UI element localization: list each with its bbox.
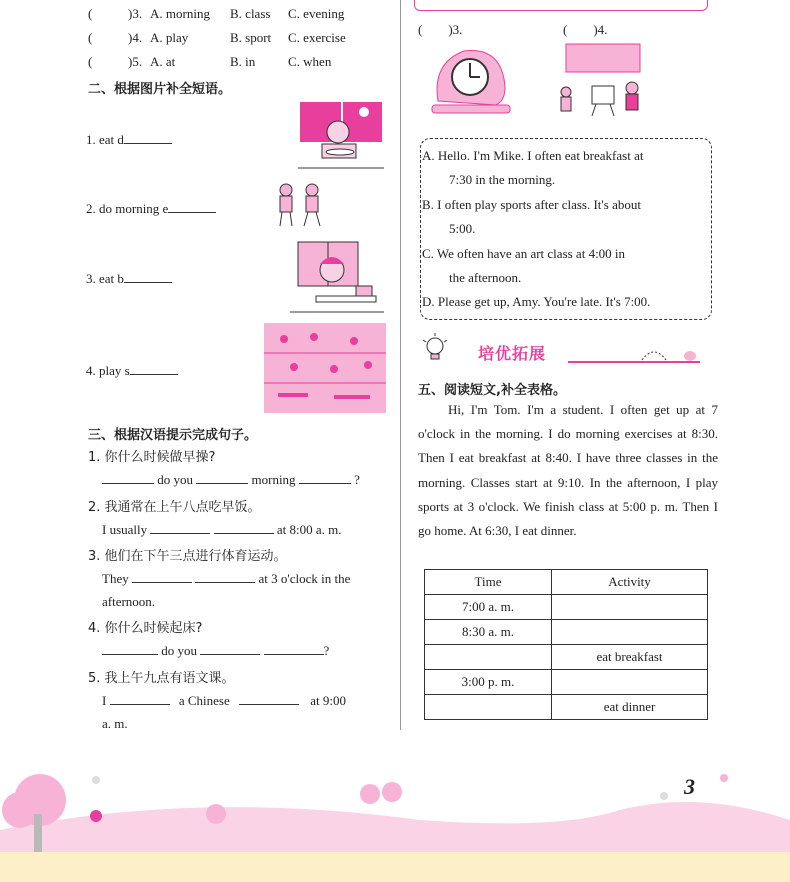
blank[interactable] — [102, 642, 158, 655]
q4-cn: 4. 你什么时候起床? — [88, 621, 203, 636]
text: ? — [354, 472, 360, 487]
option-a: A. play — [150, 30, 189, 45]
blank[interactable] — [200, 642, 260, 655]
art-class-picture — [556, 42, 652, 118]
text: at 8:00 a. m. — [276, 522, 342, 537]
blank[interactable] — [239, 692, 299, 705]
item-num: )3. — [128, 6, 143, 21]
text: A. Hello. I'm Mike. I often eat breakfast at — [422, 148, 644, 163]
q1-cn: 1. 你什么时候做早操? — [88, 450, 216, 465]
blank[interactable] — [195, 570, 255, 583]
header-activity: Activity — [552, 570, 708, 595]
sentence-c — [422, 242, 712, 290]
blank[interactable] — [132, 570, 192, 583]
table-row — [425, 670, 708, 695]
lightbulb-icon — [420, 332, 450, 366]
text: ? — [323, 643, 330, 658]
q5-en — [102, 692, 346, 709]
paren: ( — [88, 6, 93, 21]
q5-en2: a. m. — [102, 716, 128, 731]
sentence-a — [422, 144, 712, 192]
phrase-item — [86, 200, 216, 217]
banner-title: 培优拓展 — [478, 344, 547, 363]
sports-picture — [264, 323, 386, 413]
phrase-label: 1. eat d — [86, 132, 124, 147]
q2-en — [102, 521, 342, 538]
option-c: C. exercise — [288, 30, 346, 45]
option-b: B. class — [230, 6, 271, 21]
pic-q4-label: ( )4. — [563, 22, 608, 37]
phrase-item — [86, 131, 172, 148]
q3-en — [102, 570, 350, 587]
blank[interactable] — [214, 521, 274, 534]
pic-q3-label: ( )3. — [418, 22, 463, 37]
q4-en — [102, 642, 329, 659]
q3-cn: 3. 他们在下午三点进行体育运动。 — [88, 549, 287, 564]
blank[interactable] — [196, 471, 248, 484]
option-a: A. at — [150, 54, 176, 69]
cell-time: 3:00 p. m. — [425, 670, 552, 695]
option-b: B. in — [230, 54, 256, 69]
cell-activity[interactable] — [552, 670, 708, 695]
blank[interactable] — [124, 131, 172, 144]
option-c: C. evening — [288, 6, 345, 21]
sentence-b — [422, 193, 712, 241]
passage: Hi, I'm Tom. I'm a student. I often get up at 7 o'clock in the morning. I do morning exercises at 8:30. Then I eat breakfast at 8:40. I have three classes in the morning. Classes start at 9:10. In the afternoon, I play sports at 3 o'clock. We finish class at 5:00 p. m. Then I go home. At 6:30, I eat dinner. — [418, 402, 718, 539]
blank[interactable] — [264, 642, 324, 655]
cell-activity: eat breakfast — [552, 645, 708, 670]
option-b: B. sport — [230, 30, 272, 45]
footer-band — [0, 852, 790, 882]
text: a Chinese — [178, 693, 230, 708]
blank[interactable] — [130, 362, 178, 375]
phrase-item — [86, 270, 172, 287]
text: 5:00. — [449, 221, 476, 236]
text: do you — [157, 472, 193, 487]
section5-title: 五、阅读短文,补全表格。 — [418, 383, 566, 398]
blank[interactable] — [168, 200, 216, 213]
phrase-label: 3. eat b — [86, 271, 124, 286]
table-row — [425, 695, 708, 720]
phrase-label: 2. do morning e — [86, 201, 169, 216]
text: 7:30 in the morning. — [449, 172, 556, 187]
cell-time[interactable] — [425, 645, 552, 670]
text: morning — [251, 472, 296, 487]
text: at 3 o'clock in the — [258, 571, 351, 586]
q2-cn: 2. 我通常在上午八点吃早饭。 — [88, 500, 261, 515]
blank[interactable] — [299, 471, 351, 484]
blank[interactable] — [102, 471, 154, 484]
umbrella-icon — [640, 340, 700, 362]
text: I usually — [102, 522, 148, 537]
cell-activity[interactable] — [552, 620, 708, 645]
paren: ( — [88, 30, 93, 45]
cell-time[interactable] — [425, 695, 552, 720]
table-row — [425, 620, 708, 645]
text: at 9:00 — [310, 693, 346, 708]
clock-picture — [428, 45, 514, 117]
blank[interactable] — [150, 521, 210, 534]
option-a: A. morning — [150, 6, 210, 21]
dinner-picture — [298, 100, 384, 172]
exercise-picture — [272, 180, 356, 228]
cell-time: 7:00 a. m. — [425, 595, 552, 620]
q1-en — [102, 471, 360, 488]
table-row — [425, 645, 708, 670]
page-number: 3 — [684, 774, 695, 799]
section3-title: 三、根据汉语提示完成句子。 — [88, 428, 258, 443]
sentence-d — [422, 290, 712, 314]
item-num: )4. — [128, 30, 143, 45]
table-row — [425, 595, 708, 620]
item-num: )5. — [128, 54, 143, 69]
header-time: Time — [425, 570, 552, 595]
phrase-label: 4. play s — [86, 363, 130, 378]
blank[interactable] — [110, 692, 170, 705]
table-header — [425, 570, 708, 595]
cell-time: 8:30 a. m. — [425, 620, 552, 645]
breakfast-picture — [290, 240, 384, 316]
cropped-frame — [414, 0, 708, 11]
cell-activity[interactable] — [552, 595, 708, 620]
q3-en2: afternoon. — [102, 594, 156, 609]
footer-hills — [0, 770, 790, 860]
option-c: C. when — [288, 54, 332, 69]
text: D. Please get up, Amy. You're late. It's 7:00. — [422, 294, 651, 309]
blank[interactable] — [124, 270, 172, 283]
text: C. We often have an art class at 4:00 in — [422, 246, 626, 261]
cell-activity: eat dinner — [552, 695, 708, 720]
text: the afternoon. — [449, 270, 522, 285]
text: They — [102, 571, 129, 586]
text: B. I often play sports after class. It's about — [422, 197, 641, 212]
phrase-item — [86, 362, 178, 379]
text: do you — [161, 643, 197, 658]
activity-table — [424, 569, 708, 720]
q5-cn: 5. 我上午九点有语文课。 — [88, 671, 235, 686]
paren: ( — [88, 54, 93, 69]
column-divider — [400, 0, 401, 730]
section2-title: 二、根据图片补全短语。 — [88, 82, 232, 97]
text: I — [102, 693, 107, 708]
